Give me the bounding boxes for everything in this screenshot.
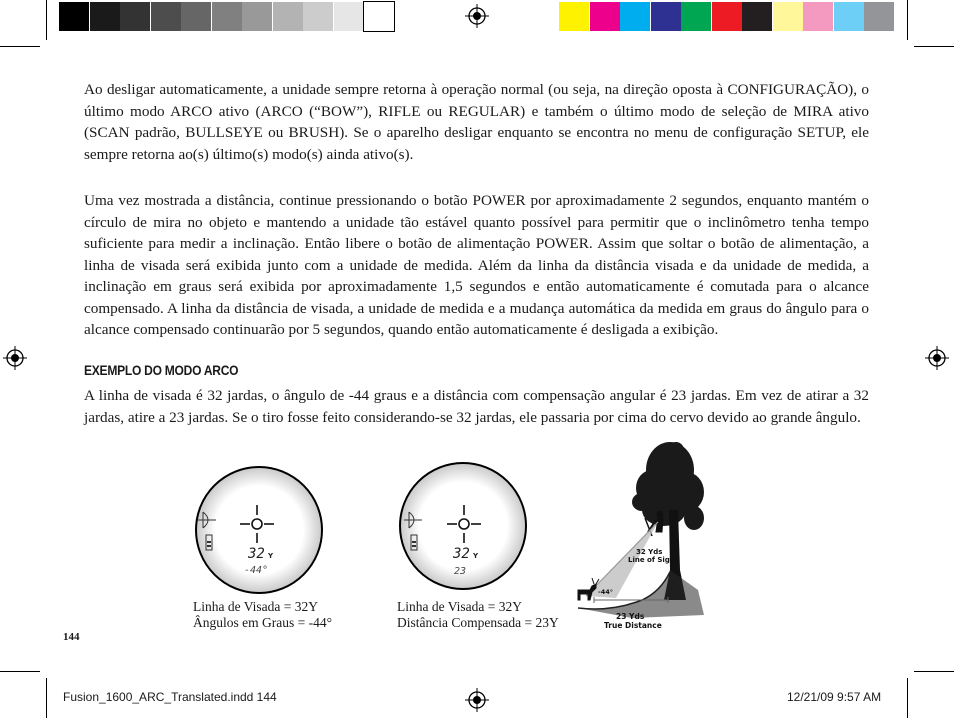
registration-mark-icon — [3, 346, 27, 370]
section-body: A linha de visada é 32 jardas, o ângulo de -44 graus e a distância com compensação angular é 23 jardas. Em vez de atirar a 32 jardas, atire a 23 jardas. Se o tiro fosse feito considerando-se 32 jardas, ele passaria por cima do cervo devido ao grande ângulo. — [84, 387, 869, 426]
crop-mark — [907, 678, 908, 718]
slug-datetime: 12/21/09 9:57 AM — [787, 690, 882, 704]
registration-mark-icon — [465, 688, 489, 712]
true-distance-label: True Distance — [604, 621, 662, 630]
crop-mark — [914, 671, 954, 672]
section-heading: EXEMPLO DO MODO ARCO — [84, 362, 239, 378]
display-angle: -44° — [244, 565, 269, 576]
display-unit: Y — [473, 552, 479, 560]
color-swatch — [590, 2, 620, 31]
color-swatch — [864, 2, 894, 31]
color-swatch — [712, 2, 742, 31]
los-label: 32 Yds — [636, 548, 663, 556]
color-swatch — [364, 2, 394, 31]
process-color-bar — [559, 0, 895, 34]
color-swatch — [559, 2, 589, 31]
caption-line: Linha de Visada = 32Y — [193, 599, 319, 614]
color-swatch — [773, 2, 803, 31]
los-label: Line of Sight — [628, 556, 679, 564]
color-swatch — [834, 2, 864, 31]
display-unit: Y — [268, 552, 274, 560]
registration-mark-icon — [925, 346, 949, 370]
color-swatch — [273, 2, 303, 31]
color-swatch — [242, 2, 272, 31]
color-swatch — [212, 2, 242, 31]
color-swatch — [90, 2, 120, 31]
color-swatch — [181, 2, 211, 31]
crop-mark — [907, 0, 908, 40]
true-distance-label: 23 Yds — [616, 612, 645, 621]
paragraph-auto-off: Ao desligar automaticamente, a unidade sempre retorna à operação normal (ou seja, na direção oposta à CONFIGURAÇÃO), o último modo ARCO ativo (ARCO (“BOW”), RIFLE ou REGULAR) e também o último modo de seleção de MIRA ativo (SCAN padrão, BULLSEYE ou BRUSH). Se o aparelho desligar enquanto se encontra no menu de configuração SETUP, ele sempre retorna ao(s) último(s) modo(s) ainda ativo(s). — [84, 81, 869, 163]
registration-mark-icon — [465, 4, 489, 28]
color-swatch — [334, 2, 364, 31]
rangefinder-display-angle — [193, 465, 325, 595]
caption-display-1 — [193, 599, 332, 631]
color-swatch — [120, 2, 150, 31]
caption-display-2 — [397, 599, 559, 631]
grayscale-color-bar — [59, 0, 395, 34]
caption-line: Ângulos em Graus = -44° — [193, 615, 332, 630]
page-number: 144 — [63, 631, 80, 643]
crop-mark — [46, 0, 47, 40]
caption-line: Distância Compensada = 23Y — [397, 615, 559, 630]
color-swatch — [651, 2, 681, 31]
color-swatch — [303, 2, 333, 31]
color-swatch — [681, 2, 711, 31]
crop-mark — [0, 671, 40, 672]
paragraph-inclinometer: Uma vez mostrada a distância, continue pressionando o botão POWER por aproximadamente 2 segundos, enquanto mantém o círculo de mira no objeto e mantendo a unidade tão estável quanto possível para permitir que o inclinômetro tenha tempo suficiente para medir a inclinação. Então libere o botão de alimentação POWER. Assim que soltar o botão de alimentação, a linha de visada será exibida junto com a unidade de medida. Além da linha da distância visada e da unidade de medida, a inclinação em graus será exibida por aproximadamente 1,5 segundos e então automaticamente é comutada para o alcance compensado. A linha da distância de visada, a unidade de medida e a mudança automática da medida em graus do ângulo para o alcance compensado continuarão por 5 segundos, quando então automaticamente é desligada a exibição. — [84, 192, 869, 338]
color-swatch — [742, 2, 772, 31]
color-swatch — [803, 2, 833, 31]
color-swatch — [59, 2, 89, 31]
crop-mark — [0, 46, 40, 47]
tree-stand-illustration — [572, 440, 712, 635]
caption-line: Linha de Visada = 32Y — [397, 599, 523, 614]
color-swatch — [151, 2, 181, 31]
display-distance: 32 — [453, 546, 470, 562]
display-distance: 32 — [248, 546, 265, 562]
display-compensated: 23 — [454, 566, 467, 577]
color-swatch — [620, 2, 650, 31]
rangefinder-display-compensated — [397, 461, 529, 591]
crop-mark — [46, 678, 47, 718]
angle-label: -44° — [598, 588, 613, 596]
tree-foliage — [632, 442, 704, 530]
slug-filename: Fusion_1600_ARC_Translated.indd 144 — [63, 690, 277, 704]
crop-mark — [914, 46, 954, 47]
